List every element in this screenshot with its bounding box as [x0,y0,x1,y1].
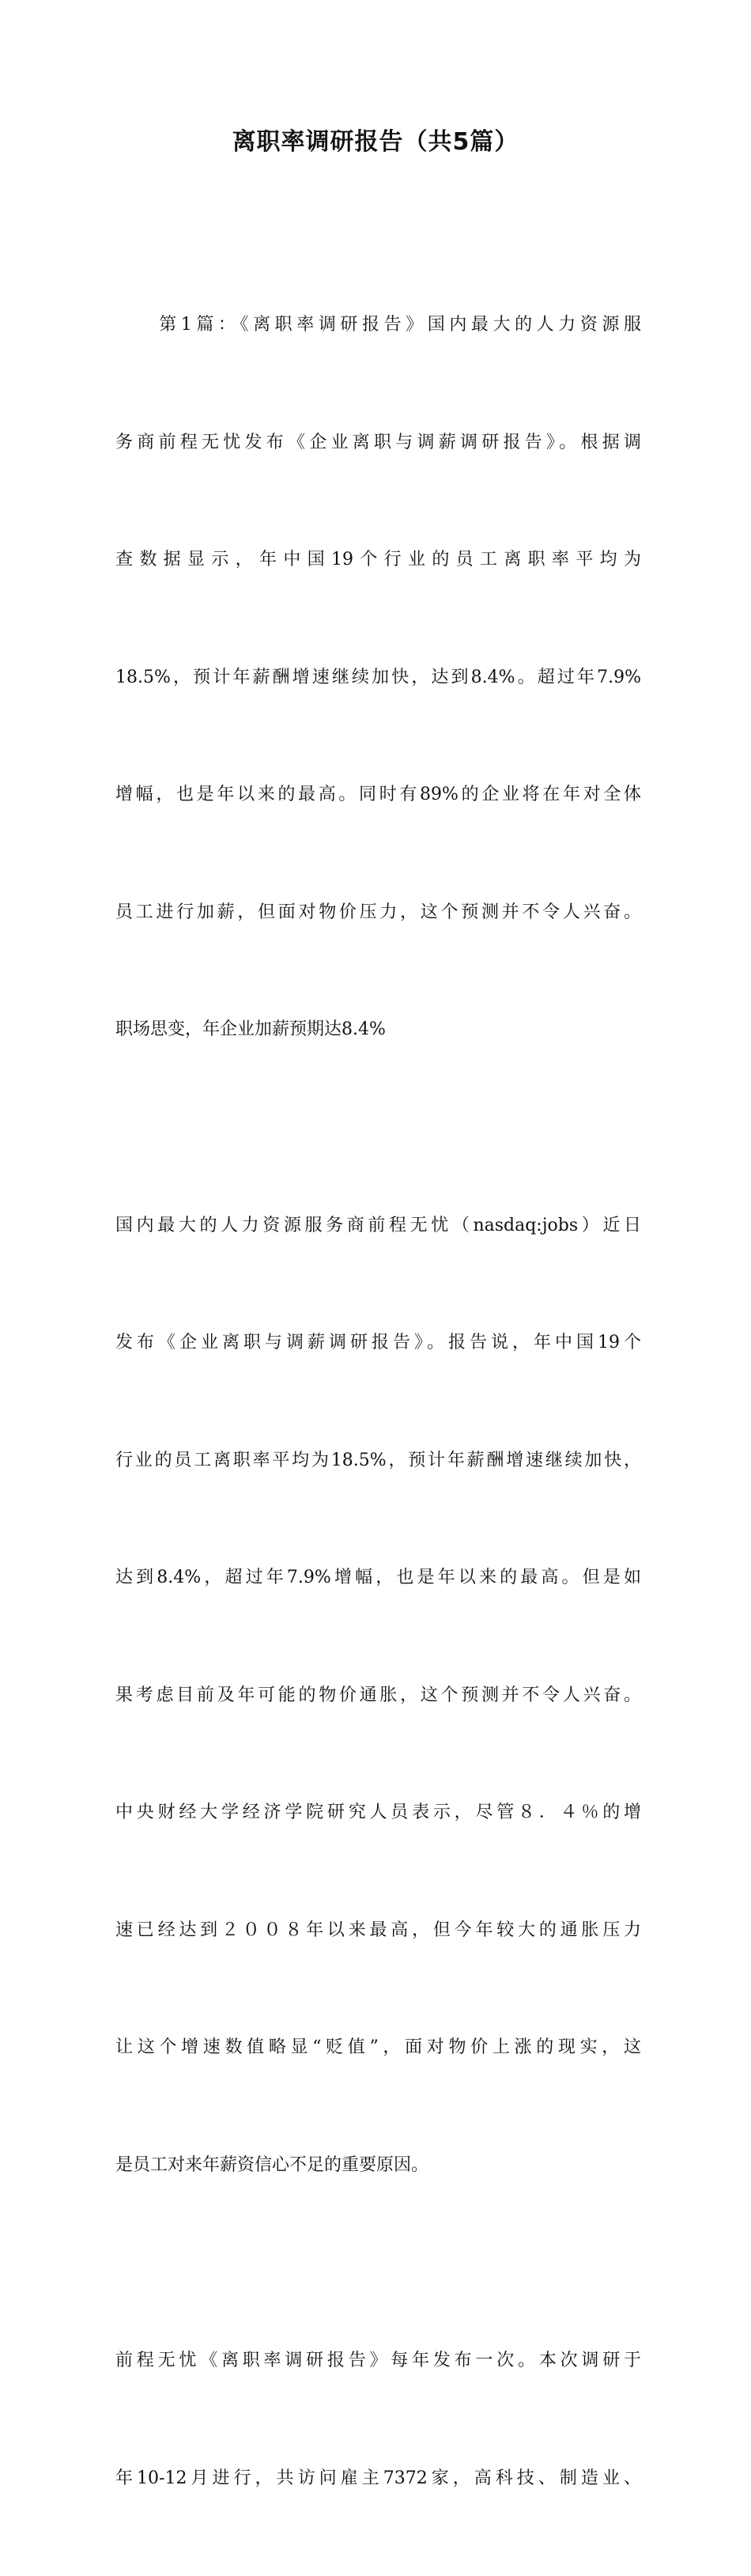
text-line: 务商前程无忧发布《企业离职与调薪调研报告》。根据调 [115,432,641,452]
text-line: 国内最大的人力资源服务商前程无忧（nasdaq:jobs）近日 [115,1215,641,1235]
document-title: 离职率调研报告（共5篇） [232,128,519,156]
text-line: 年10-12月进行，共访问雇主7372家，高科技、制造业、 [115,2468,641,2488]
text-line: 中央财经大学经济学院研究人员表示，尽管８．４％的增 [115,1802,641,1822]
text-line: 查数据显示，年中国19个行业的员工离职率平均为 [115,550,641,569]
text-line: 果考虑目前及年可能的物价通胀，这个预测并不令人兴奋。 [115,1685,641,1705]
text-line: 让这个增速数值略显“贬值”，面对物价上涨的现实，这 [115,2037,641,2057]
document-body [115,227,641,2576]
text-line: 职场思变，年企业加薪预期达8.4% [115,1019,386,1039]
text-line: 前程无忧《离职率调研报告》每年发布一次。本次调研于 [115,2351,641,2370]
paragraph-3 [115,2263,641,2576]
text-line: 第1篇：《离职率调研报告》国内最大的人力资源服 [115,315,641,335]
text-line: 速已经达到２００８年以来最高，但今年较大的通胀压力 [115,1920,641,1940]
text-line: 达到8.4%，超过年7.9%增幅，也是年以来的最高。但是如 [115,1568,641,1587]
text-line: 发布《企业离职与调薪调研报告》。报告说，年中国19个 [115,1333,641,1352]
text-line: 增幅，也是年以来的最高。同时有89%的企业将在年对全体 [115,785,641,804]
paragraph-1 [115,227,641,1128]
text-line: 员工进行加薪，但面对物价压力，这个预测并不令人兴奋。 [115,902,641,922]
paragraph-2 [115,1128,641,2264]
text-line: 是员工对来年薪资信心不足的重要原因。 [115,2154,429,2175]
text-line: 18.5%，预计年薪酬增速继续加快，达到8.4%。超过年7.9% [115,667,641,687]
text-line: 行业的员工离职率平均为18.5%，预计年薪酬增速继续加快， [115,1450,641,1470]
